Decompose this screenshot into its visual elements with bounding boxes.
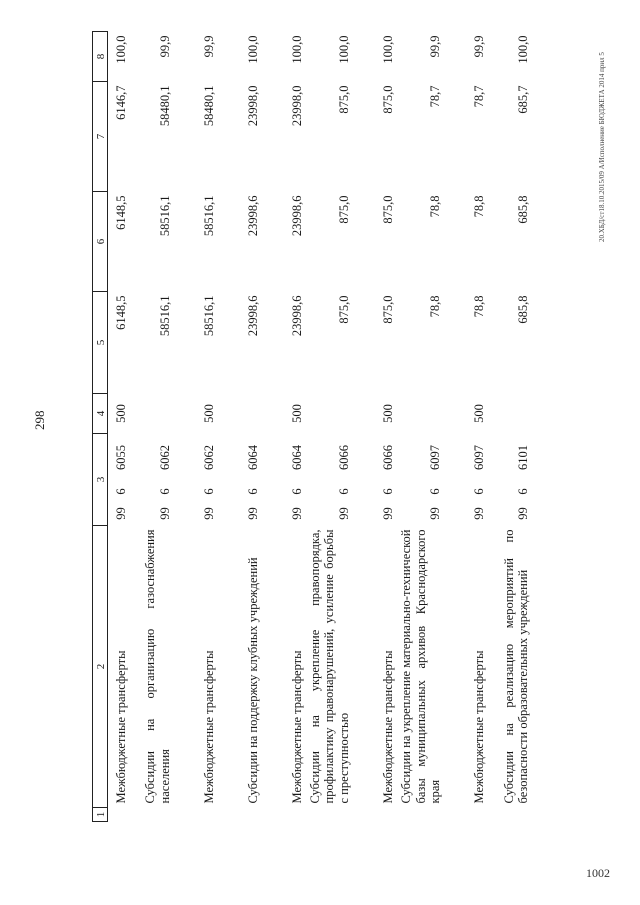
value-col7: 78,7 — [427, 85, 442, 108]
value-col7: 58480,1 — [201, 85, 216, 127]
header-cell: 5 — [93, 291, 108, 393]
code-type — [306, 393, 353, 433]
value-col6: 58516,1 — [201, 195, 216, 237]
value-col5: 78,8 — [427, 295, 442, 318]
value-col5: 685,8 — [515, 295, 530, 324]
value-col7: 6146,7 — [113, 85, 128, 120]
value-col7: 23998,0 — [245, 85, 260, 127]
value-col8: 99,9 — [471, 35, 486, 58]
code-item: 6097 — [427, 444, 442, 470]
value-col6: 23998,6 — [245, 195, 260, 237]
value-col8: 99,9 — [201, 35, 216, 58]
code-sub: 6 — [471, 488, 486, 495]
row-spacer — [130, 808, 174, 822]
value-col5: 58516,1 — [201, 295, 216, 337]
row-name: Субсидии на поддержку клубных учреждений — [245, 557, 260, 804]
budget-table — [92, 31, 532, 822]
row-spacer — [353, 808, 397, 822]
code-program: 99 — [427, 507, 442, 520]
header-cell: 1 — [93, 808, 108, 822]
sheet-number: 1002 — [586, 866, 610, 880]
code-type — [488, 393, 532, 433]
value-col7: 685,7 — [515, 85, 530, 114]
value-col6: 6148,5 — [113, 195, 128, 230]
code-program: 99 — [113, 507, 128, 520]
value-col5: 875,0 — [336, 295, 351, 324]
header-cell: 6 — [93, 191, 108, 291]
row-name: Межбюджетные трансферты — [113, 650, 128, 804]
code-item: 6101 — [515, 444, 530, 470]
value-col7: 875,0 — [336, 85, 351, 114]
value-col6: 875,0 — [336, 195, 351, 224]
header-cell: 3 — [93, 433, 108, 525]
code-program: 99 — [289, 507, 304, 520]
table-row — [262, 31, 306, 821]
value-col5: 23998,6 — [245, 295, 260, 337]
row-spacer — [397, 808, 444, 822]
code-type — [218, 393, 262, 433]
code-item: 6066 — [336, 444, 351, 470]
code-program: 99 — [245, 507, 260, 520]
table-row — [397, 31, 444, 821]
row-name: Межбюджетные трансферты — [380, 650, 395, 804]
code-item: 6062 — [201, 444, 216, 470]
row-spacer — [306, 808, 353, 822]
code-type: 500 — [471, 404, 486, 423]
code-program: 99 — [471, 507, 486, 520]
code-sub: 6 — [336, 488, 351, 495]
code-item: 6066 — [380, 444, 395, 470]
code-type — [130, 393, 174, 433]
code-program: 99 — [201, 507, 216, 520]
code-sub: 6 — [515, 488, 530, 495]
row-name: Субсидии на реализацию мероприятий по безопасности образовательных учреждений — [501, 529, 530, 804]
value-col8: 100,0 — [113, 35, 128, 64]
code-item: 6064 — [245, 444, 260, 470]
code-program: 99 — [157, 507, 172, 520]
row-spacer — [218, 808, 262, 822]
table-row — [174, 31, 218, 821]
value-col8: 99,9 — [157, 35, 172, 58]
row-name: Межбюджетные трансферты — [289, 650, 304, 804]
table-row — [108, 31, 131, 821]
table-header-row — [93, 31, 108, 821]
code-type: 500 — [201, 404, 216, 423]
code-item: 6097 — [471, 444, 486, 470]
code-sub: 6 — [113, 488, 128, 495]
value-col6: 875,0 — [380, 195, 395, 224]
value-col7: 58480,1 — [157, 85, 172, 127]
value-col7: 875,0 — [380, 85, 395, 114]
value-col6: 58516,1 — [157, 195, 172, 237]
table-row — [218, 31, 262, 821]
header-cell: 2 — [93, 526, 108, 808]
value-col8: 100,0 — [380, 35, 395, 64]
budget-table-container — [92, 32, 622, 822]
code-type: 500 — [380, 404, 395, 423]
code-sub: 6 — [201, 488, 216, 495]
value-col8: 100,0 — [515, 35, 530, 64]
row-name: Межбюджетные трансферты — [201, 650, 216, 804]
code-type: 500 — [113, 404, 128, 423]
code-program: 99 — [380, 507, 395, 520]
table-row — [130, 31, 174, 821]
code-type: 500 — [289, 404, 304, 423]
code-sub: 6 — [427, 488, 442, 495]
row-name: Субсидии на организацию газоснабжения населения — [143, 529, 172, 804]
value-col5: 875,0 — [380, 295, 395, 324]
code-item: 6062 — [157, 444, 172, 470]
value-col6: 78,8 — [427, 195, 442, 218]
table-row — [488, 31, 532, 821]
footer-note: 20.ХБД/ст18.10.2015/09 А/Исполнение БЮДЖЕТА 2014 прил 5 — [598, 52, 606, 242]
value-col8: 100,0 — [289, 35, 304, 64]
row-spacer — [108, 808, 131, 822]
value-col5: 58516,1 — [157, 295, 172, 337]
value-col7: 78,7 — [471, 85, 486, 108]
code-program: 99 — [515, 507, 530, 520]
table-row — [306, 31, 353, 821]
code-sub: 6 — [157, 488, 172, 495]
row-spacer — [444, 808, 488, 822]
row-name: Межбюджетные трансферты — [471, 650, 486, 804]
row-spacer — [174, 808, 218, 822]
table-row — [444, 31, 488, 821]
code-sub: 6 — [289, 488, 304, 495]
code-item: 6064 — [289, 444, 304, 470]
row-name: Субсидии на укрепление материально-технической базы муниципальных архивов Краснодарского края — [399, 529, 442, 804]
value-col5: 78,8 — [471, 295, 486, 318]
row-name: Субсидии на укрепление правопорядка, профилактику правонарушений, усиление борьбы с преступностью — [308, 529, 351, 804]
page-number: 298 — [32, 410, 47, 430]
table-row — [353, 31, 397, 821]
code-program: 99 — [336, 507, 351, 520]
code-sub: 6 — [245, 488, 260, 495]
code-sub: 6 — [380, 488, 395, 495]
code-type — [397, 393, 444, 433]
value-col6: 685,8 — [515, 195, 530, 224]
value-col8: 99,9 — [427, 35, 442, 58]
header-cell: 7 — [93, 81, 108, 191]
value-col5: 23998,6 — [289, 295, 304, 337]
row-spacer — [262, 808, 306, 822]
header-cell: 4 — [93, 393, 108, 433]
value-col6: 78,8 — [471, 195, 486, 218]
code-item: 6055 — [113, 444, 128, 470]
row-spacer — [488, 808, 532, 822]
value-col8: 100,0 — [336, 35, 351, 64]
value-col6: 23998,6 — [289, 195, 304, 237]
value-col7: 23998,0 — [289, 85, 304, 127]
header-cell: 8 — [93, 31, 108, 81]
value-col5: 6148,5 — [113, 295, 128, 330]
value-col8: 100,0 — [245, 35, 260, 64]
